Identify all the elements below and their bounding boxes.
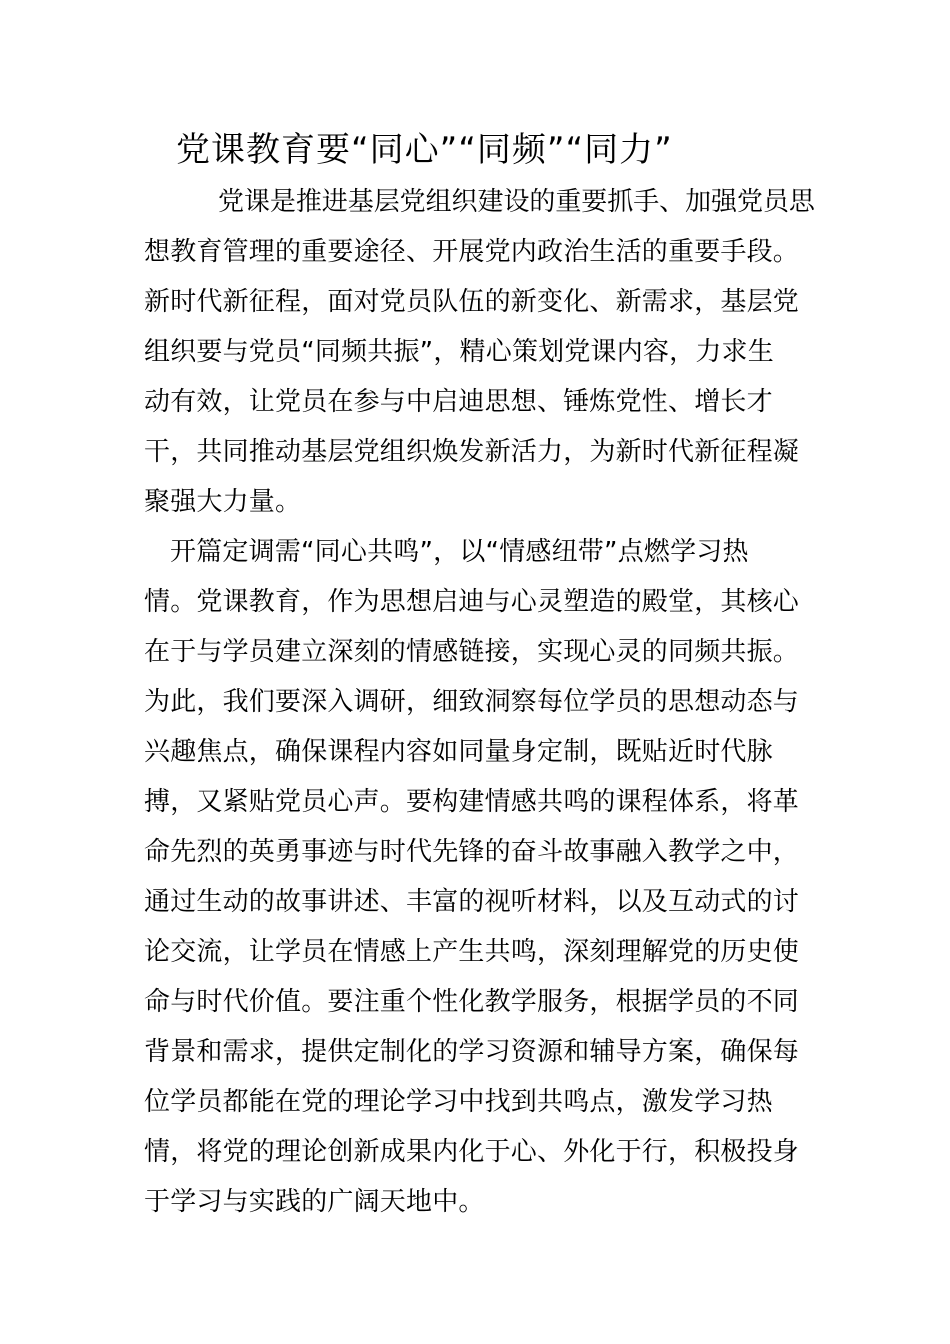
paragraph-2-line-7: 命先烈的英勇事迹与时代先锋的奋斗故事融入教学之中，: [144, 837, 800, 867]
paragraph-1-line-3: 新时代新征程，面对党员队伍的新变化、新需求，基层党: [144, 287, 800, 317]
paragraph-2-line-14: 于学习与实践的广阔天地中。: [144, 1187, 485, 1217]
paragraph-1-line-1: 党课是推进基层党组织建设的重要抓手、加强党员思: [218, 187, 815, 217]
paragraph-2-line-12: 位学员都能在党的理论学习中找到共鸣点，激发学习热: [144, 1087, 773, 1117]
paragraph-1-line-5: 动有效，让党员在参与中启迪思想、锤炼党性、增长才: [144, 387, 773, 417]
paragraph-2-line-1: 开篇定调需“同心共鸣”，以“情感纽带”点燃学习热: [170, 537, 749, 567]
paragraph-2-line-10: 命与时代价值。要注重个性化教学服务，根据学员的不同: [144, 987, 800, 1017]
paragraph-1-line-6: 干，共同推动基层党组织焕发新活力，为新时代新征程凝: [144, 437, 800, 467]
paragraph-1-line-7: 聚强大力量。: [144, 487, 302, 517]
paragraph-2-line-3: 在于与学员建立深刻的情感链接，实现心灵的同频共振。: [144, 637, 800, 667]
paragraph-2-line-6: 搏，又紧贴党员心声。要构建情感共鸣的课程体系，将革: [144, 787, 800, 817]
document-title: 党课教育要“同心”“同频”“同力”: [176, 130, 673, 170]
paragraph-2-line-13: 情，将党的理论创新成果内化于心、外化于行，积极投身: [144, 1137, 800, 1167]
paragraph-2-line-4: 为此，我们要深入调研，细致洞察每位学员的思想动态与: [144, 687, 800, 717]
paragraph-2-line-2: 情。党课教育，作为思想启迪与心灵塑造的殿堂，其核心: [144, 587, 800, 617]
paragraph-2-line-8: 通过生动的故事讲述、丰富的视听材料，以及互动式的讨: [144, 887, 800, 917]
paragraph-1-line-4: 组织要与党员“同频共振”，精心策划党课内容，力求生: [144, 337, 774, 367]
paragraph-2-line-9: 论交流，让学员在情感上产生共鸣，深刻理解党的历史使: [144, 937, 800, 967]
paragraph-2-line-11: 背景和需求，提供定制化的学习资源和辅导方案，确保每: [144, 1037, 800, 1067]
paragraph-1-line-2: 想教育管理的重要途径、开展党内政治生活的重要手段。: [144, 237, 800, 267]
paragraph-2-line-5: 兴趣焦点，确保课程内容如同量身定制，既贴近时代脉: [144, 737, 773, 767]
